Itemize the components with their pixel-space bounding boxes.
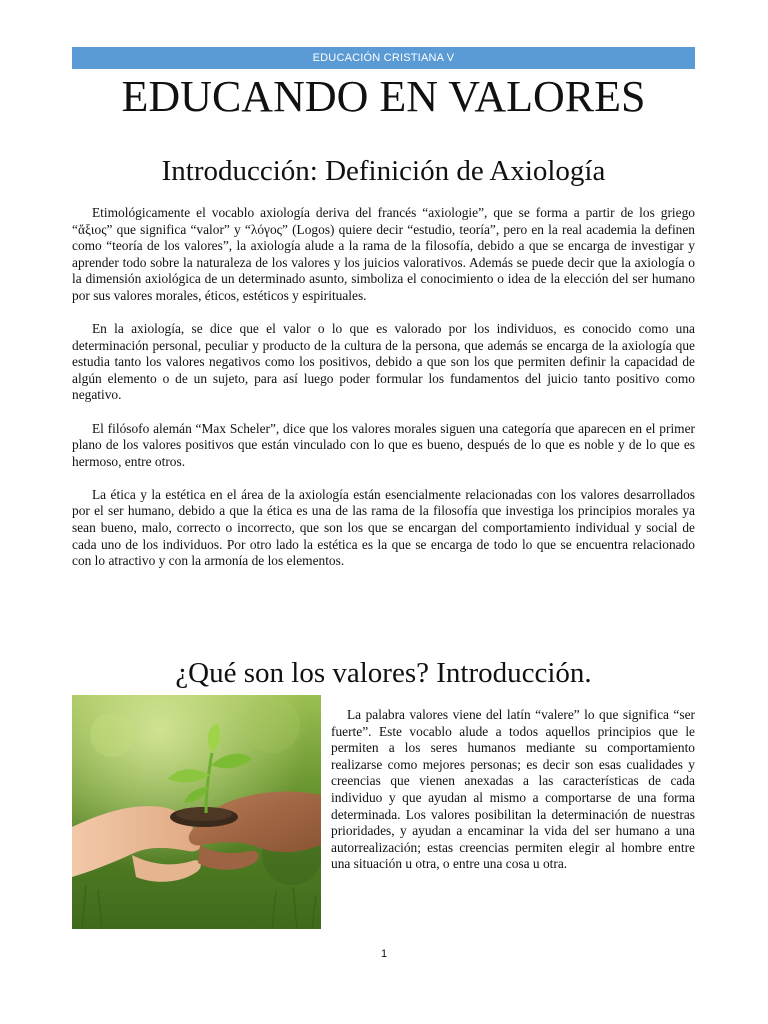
intro-paragraph: Etimológicamente el vocablo axiología deriva del francés “axiologie”, que se forma a partir de los griego “ἄξιος” que significa “valor” y “λόγος” (Logos) quiere decir “estudio, teoría”, pero en la real academia la definen como “teoría de los valores”, la axiología alude a la rama de la filosofía, debido a que se encarga de investigar y aprender todo sobre la naturaleza de los valores y los juicios valorativos. Además se puede decir que la axiología o la dimensión axiológica de un determinado asunto, simboliza el conocimiento o idea de la elección del ser humano por sus valores morales, éticos, estéticos y espirituales. bbox=[72, 205, 695, 303]
intro-paragraph: La ética y la estética en el área de la axiología están esencialmente relacionadas con los valores desarrollados por el ser humano, debido a que la ética es una de las rama de la filosofía que investiga los principios morales ya sean bueno, malo, correcto o incorrecto, que son los que se encargan del comportamiento individual y social de cada uno de los individuos. Por otro lado la estética es la que se encarga de todo lo que se encuentra relacionado con lo atractivo y con la armonía de los elementos. bbox=[72, 486, 695, 569]
intro-body bbox=[72, 205, 695, 586]
header-band: EDUCACIÓN CRISTIANA V bbox=[72, 47, 695, 69]
intro-heading: Introducción: Definición de Axiología bbox=[161, 155, 606, 187]
page-title: EDUCANDO EN VALORES bbox=[121, 72, 646, 121]
page-number: 1 bbox=[380, 948, 388, 960]
values-paragraph: La palabra valores viene del latín “valere” lo que significa “ser fuerte”. Este vocablo alude a todos aquellos principios que le permiten a los seres humanos mediante su comportamiento realizarse como mejores personas; es decir son esas cualidades y creencias que vienen anexadas a las características de cada individuo y que ayudan al mismo a comportarse de una forma determinada. Los valores posibilitan la determinación de nuestras prioridades, y ayudan a encaminar la vida del ser humano a una autorrealización; estas creencias permiten elegir al hombre entre una situación u otra, o entre una cosa u otra. bbox=[331, 707, 695, 872]
intro-paragraph: El filósofo alemán “Max Scheler”, dice que los valores morales siguen una categoría que aparecen en el primer plano de los valores positivos que están vinculado con lo que es bueno, después de lo que es noble y de lo que es hermoso, entre otros. bbox=[72, 420, 695, 469]
hands-seedling-image bbox=[72, 695, 321, 929]
values-heading: ¿Qué son los valores? Introducción. bbox=[175, 657, 592, 689]
intro-paragraph: En la axiología, se dice que el valor o lo que es valorado por los individuos, es conocido como una determinación personal, peculiar y producto de la cultura de la persona, que además se encarga de la axiología que estudia tanto los valores negativos como los positivos, debido a que son los que permiten definir la capacidad de algún elemento o de un sujeto, para así luego poder formular los fundamentos del juicio tanto positivo como negativo. bbox=[72, 321, 695, 403]
hands-holding-seedling-photo bbox=[72, 695, 321, 929]
